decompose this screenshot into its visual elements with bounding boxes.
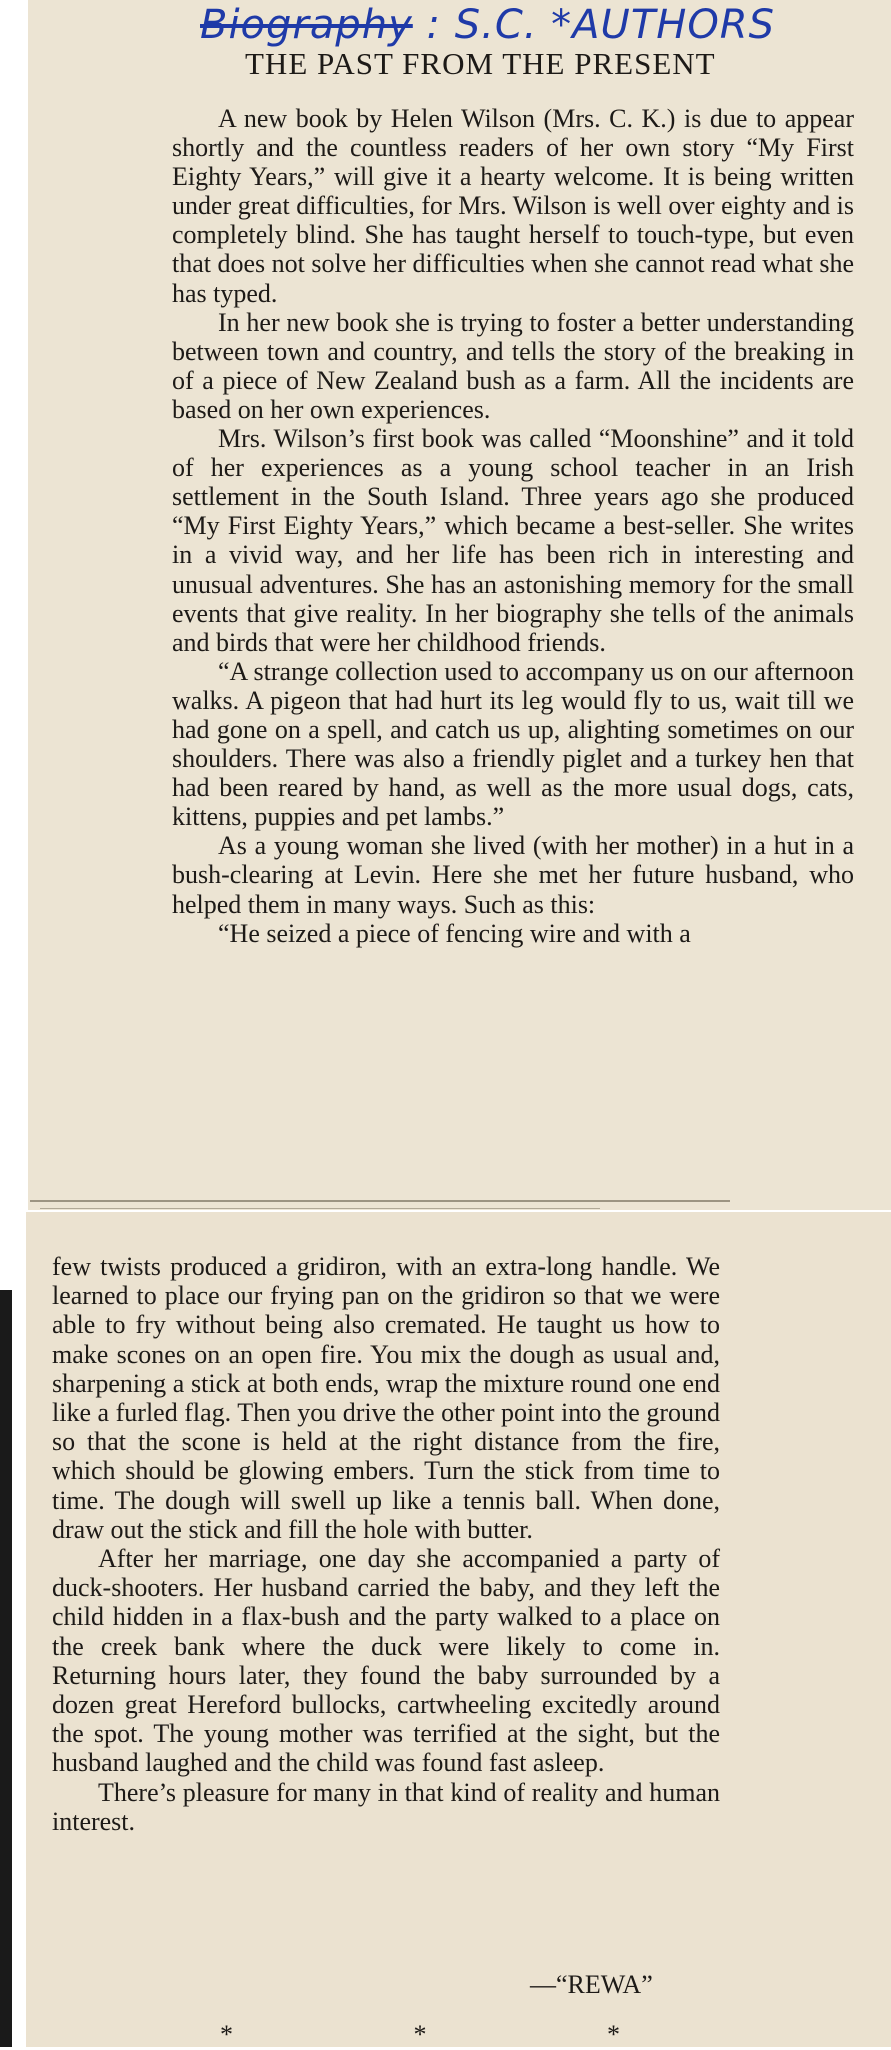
paragraph: A new book by Helen Wilson (Mrs. C. K.) is due to appear shortly and the countless readers of her own story “My First Eighty Years,” will give it a hearty welcome. It is being written under great difficulties, for Mrs. Wilson is well over eighty and is completely blind. She has taught herself to touch-type, but even that does not solve her difficulties when she cannot read what she has typed. <box>172 104 854 308</box>
paragraph: Mrs. Wilson’s first book was called “Moonshine” and it told of her experiences as a young school teacher in an Irish settlement in the South Island. Three years ago she produced “My First Eighty Years,” which became a best-seller. She writes in a vivid way, and her life has been rich in interesting and unusual adventures. She has an astonishing memory for the small events that give reality. In her biography she tells of the animals and birds that were her childhood friends. <box>172 424 854 657</box>
article-column-lower <box>52 1252 720 1836</box>
paragraph: “He seized a piece of fencing wire and with a <box>218 918 691 948</box>
paragraph: There’s pleasure for many in that kind of reality and human interest. <box>52 1777 720 1836</box>
divider-rule <box>30 1200 730 1202</box>
star-mark: * <box>607 2020 620 2049</box>
paragraph: few twists produced a gridiron, with an extra-long handle. We learned to place our frying pan on the gridiron so that we were able to fry without being also cremated. He taught us how to make scones on an open fire. You mix the dough as usual and, sharpening a stick at both ends, wrap the mixture round one end like a furled flag. Then you drive the other point into the ground so that the scone is held at the right distance from the fire, which should be glowing embers. Turn the stick from time to time. The dough will swell up like a tennis ball. When done, draw out the stick and fill the hole with butter. <box>52 1252 720 1544</box>
paragraph: As a young woman she lived (with her mother) in a hut in a bush-clearing at Levin. Here she met her future husband, who helped them in many ways. Such as this: <box>172 831 854 919</box>
handwritten-annotation <box>200 2 880 50</box>
paragraph: After her marriage, one day she accompanied a party of duck-shooters. Her husband carried the baby, and they left the child hidden in a flax-bush and the party walked to a place on the creek bank where the duck were likely to come in. Returning hours later, they found the baby surrounded by a dozen great Hereford bullocks, cartwheeling excitedly around the spot. The young mother was terrified at the sight, but the husband laughed and the child was found fast asleep. <box>52 1544 720 1778</box>
article-column-upper <box>172 104 854 948</box>
struck-word: Biography <box>200 2 413 48</box>
article-headline: THE PAST FROM THE PRESENT <box>245 46 716 81</box>
star-mark: * <box>413 2020 427 2049</box>
divider-rule-secondary <box>40 1208 600 1209</box>
author-signature: —“REWA” <box>530 1970 653 1999</box>
dark-background-strip <box>0 1290 12 2047</box>
paragraph: “A strange collection used to accompany us on our afternoon walks. A pigeon that had hurt its leg would fly to us, wait till we had gone on a spell, and catch us up, alighting sometimes on our shoulders. There was also a friendly piglet and a turkey hen that had been reared by hand, as well as the more usual dogs, cats, kittens, puppies and pet lambs.” <box>172 656 854 832</box>
paragraph: In her new book she is trying to foster a better understanding between town and country, and tells the story of the breaking in of a piece of New Zealand bush as a farm. All the incidents are based on her own experiences. <box>172 307 854 424</box>
star-mark: * <box>220 2020 233 2049</box>
closing-stars <box>220 2020 620 2050</box>
annotation-text: : S.C. *AUTHORS <box>426 2 775 48</box>
